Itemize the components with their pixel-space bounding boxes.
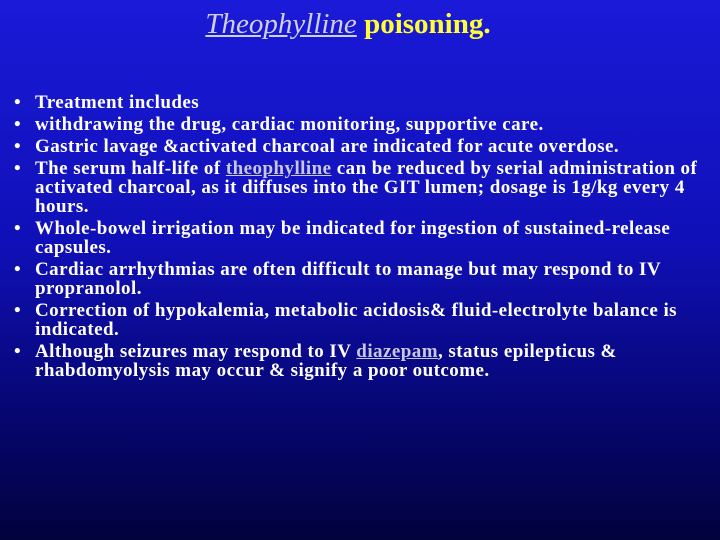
bullet-list <box>14 93 708 383</box>
bullet-icon: • <box>14 136 22 157</box>
bullet-text: Treatment includes <box>35 92 200 113</box>
bullet-item <box>14 115 708 134</box>
bullet-item <box>14 93 708 112</box>
bullet-icon: • <box>14 92 22 113</box>
bullet-text <box>35 342 708 380</box>
bullet-item <box>14 159 708 216</box>
bullet-icon: • <box>14 114 22 135</box>
title-link-theophylline[interactable]: Theophylline <box>205 8 357 40</box>
bullet-text-pre: Although seizures may respond to IV <box>35 341 357 362</box>
bullet-item <box>14 137 708 156</box>
bullet-item <box>14 260 708 298</box>
bullet-text <box>35 159 708 216</box>
bullet-text: Correction of hypokalemia, metabolic acidosis& fluid-electrolyte balance is indicated. <box>35 300 678 340</box>
bullet-icon: • <box>14 341 22 362</box>
bullet-text: withdrawing the drug, cardiac monitoring, supportive care. <box>35 114 544 135</box>
bullet-item <box>14 342 708 380</box>
bullet-text: Gastric lavage &activated charcoal are indicated for acute overdose. <box>35 136 620 157</box>
bullet-item <box>14 301 708 339</box>
bullet-icon: • <box>14 218 22 239</box>
bullet-text-post: can be reduced by serial administration of activated charcoal, as it diffuses into the GIT lumen; dosage is 1g/kg every 4 hours. <box>35 158 698 217</box>
title-text: poisoning. <box>356 8 491 40</box>
bullet-icon: • <box>14 259 22 280</box>
slide-title <box>0 8 696 41</box>
bullet-item <box>14 219 708 257</box>
bullet-text: Whole-bowel irrigation may be indicated for ingestion of sustained-release capsules. <box>35 218 671 258</box>
diazepam-link[interactable]: diazepam <box>356 341 439 362</box>
theophylline-link[interactable]: theophylline <box>225 158 332 179</box>
bullet-text-post: , status epilepticus & rhabdomyolysis may occur & signify a poor outcome. <box>35 341 617 381</box>
bullet-icon: • <box>14 158 22 179</box>
bullet-text-pre: The serum half-life of <box>35 158 226 179</box>
bullet-icon: • <box>14 300 22 321</box>
bullet-text: Cardiac arrhythmias are often difficult to manage but may respond to IV propranolol. <box>35 259 661 299</box>
